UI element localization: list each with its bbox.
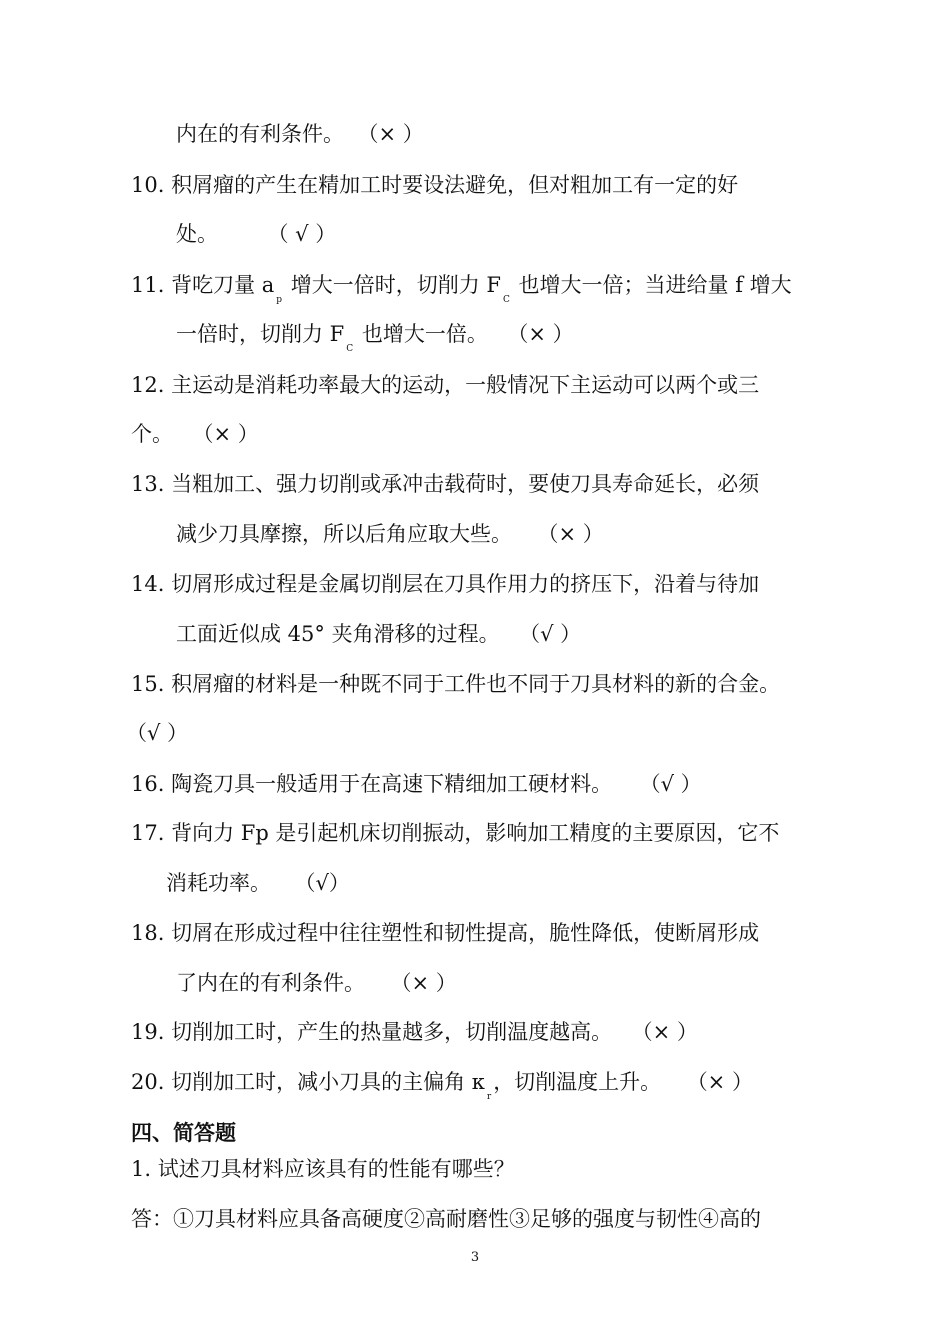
line-text: 1. 试述刀具材料应该具有的性能有哪些？ xyxy=(131,1157,515,1181)
section-heading xyxy=(131,1119,236,1147)
line-text: 了内在的有利条件。 xyxy=(176,971,365,995)
line-text: 20. 切削加工时，减小刀具的主偏角 κ xyxy=(131,1070,485,1094)
subscript: r xyxy=(486,1092,492,1102)
line-text: 处。 xyxy=(176,222,218,246)
answer-mark: （× ） xyxy=(203,422,259,446)
line-text: 答：①刀具材料应具备高硬度②高耐磨性③足够的强度与韧性④高的 xyxy=(131,1207,761,1231)
question-14 xyxy=(131,570,759,598)
question-15 xyxy=(131,670,780,698)
line-text: 16. 陶瓷刀具一般适用于在高速下精细加工硬材料。 xyxy=(131,772,613,796)
line-text: 消耗功率。 xyxy=(166,871,271,895)
text-line xyxy=(176,320,574,353)
heading-text: 四、简答题 xyxy=(131,1120,236,1145)
answer-mark: （ √ ） xyxy=(278,222,337,246)
line-text: 18. 切屑在形成过程中往往塑性和韧性提高，脆性降低，使断屑形成 xyxy=(131,921,760,945)
question-10 xyxy=(131,171,738,199)
answer-mark: （√ ） xyxy=(529,622,582,646)
text-line xyxy=(131,420,259,448)
answer-mark: （√ ） xyxy=(126,721,189,745)
answer-mark: （√） xyxy=(305,871,350,895)
line-text: 减少刀具摩擦，所以后角应取大些。 xyxy=(176,522,512,546)
answer-mark: （× ） xyxy=(401,971,457,995)
subscript: C xyxy=(502,295,510,305)
answer-mark: （× ） xyxy=(697,1070,753,1094)
question-18 xyxy=(131,919,759,947)
answer-mark: （√ ） xyxy=(650,772,702,796)
answer-mark: （× ） xyxy=(517,322,574,346)
answer-line xyxy=(131,1205,761,1233)
text-line xyxy=(176,120,424,148)
subscript: C xyxy=(346,344,354,354)
line-text: 19. 切削加工时，产生的热量越多，切削温度越高。 xyxy=(131,1020,613,1044)
line-text: 11. 背吃刀量 a xyxy=(131,273,275,297)
subscript: p xyxy=(276,295,283,305)
answer-mark: （× ） xyxy=(368,122,424,146)
line-text: ，切削温度上升。 xyxy=(493,1070,662,1094)
line-text: 17. 背向力 Fp 是引起机床切削振动，影响加工精度的主要原因，它不 xyxy=(131,821,780,845)
question-11 xyxy=(131,271,792,304)
line-text: 个。 xyxy=(131,422,173,446)
line-text: 也增大一倍；当进给量 f 增大 xyxy=(511,273,792,297)
page-number: 3 xyxy=(470,1250,480,1265)
question-20 xyxy=(131,1068,753,1101)
question-13 xyxy=(131,470,759,498)
text-line xyxy=(176,620,581,648)
line-text: 12. 主运动是消耗功率最大的运动，一般情况下主运动可以两个或三 xyxy=(131,373,760,397)
line-text: 14. 切屑形成过程是金属切削层在刀具作用力的挤压下，沿着与待加 xyxy=(131,572,760,596)
question-16 xyxy=(131,770,702,798)
line-text: 10. 积屑瘤的产生在精加工时要设法避免，但对粗加工有一定的好 xyxy=(131,173,739,197)
question-12 xyxy=(131,371,759,399)
answer-mark: （× ） xyxy=(548,522,604,546)
text-line xyxy=(126,719,188,747)
line-text: 增大一倍时，切削力 F xyxy=(284,273,501,297)
line-text: 内在的有利条件。 xyxy=(176,122,344,146)
line-text: 15. 积屑瘤的材料是一种既不同于工件也不同于刀具材料的新的合金。 xyxy=(131,672,781,696)
answer-mark: （× ） xyxy=(642,1020,698,1044)
line-text: 工面近似成 45° 夹角滑移的过程。 xyxy=(176,622,500,646)
question-17 xyxy=(131,819,779,847)
text-line xyxy=(166,869,350,897)
text-line xyxy=(176,520,604,548)
line-text: 13. 当粗加工、强力切削或承冲击载荷时，要使刀具寿命延长，必须 xyxy=(131,472,760,496)
question-1 xyxy=(131,1155,515,1183)
question-19 xyxy=(131,1018,698,1046)
text-line xyxy=(176,969,457,997)
line-text: 也增大一倍。 xyxy=(355,322,488,346)
line-text: 一倍时，切削力 F xyxy=(176,322,345,346)
text-line xyxy=(176,220,336,248)
